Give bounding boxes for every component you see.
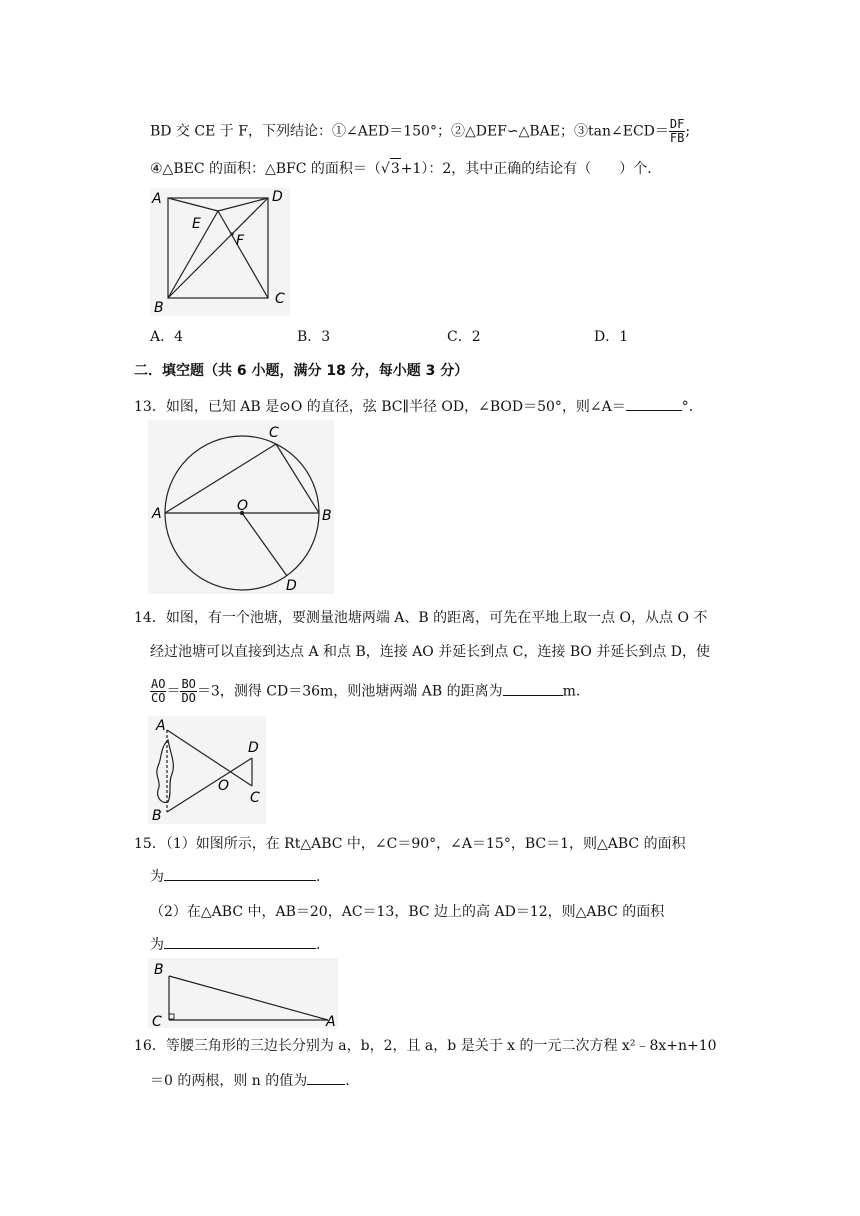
label-B: B (322, 508, 332, 524)
q14-pond-figure (148, 716, 266, 824)
q15-part1-line2 (150, 866, 320, 887)
q12-text2b: +1）：2，其中正确的结论有（ ）个. (400, 161, 652, 177)
q15-part2-end: . (316, 937, 321, 953)
q12-square-figure (150, 188, 290, 316)
q13-circle-figure (148, 420, 334, 594)
label-B: B (152, 808, 162, 824)
q12-text-end: ; (685, 123, 691, 140)
q15-part1-answer-blank[interactable] (164, 866, 316, 881)
q15-part1-end: . (316, 869, 321, 885)
label-O: O (218, 778, 230, 794)
q15-part1-line1: 15．（1）如图所示，在 Rt△ABC 中，∠C＝90°，∠A＝15°，BC＝1，则△ABC 的面积 (134, 836, 686, 852)
equals-sign: ＝ (166, 683, 181, 700)
label-C: C (250, 790, 260, 806)
fraction-numerator: DF (669, 117, 685, 131)
label-A: A (156, 718, 166, 734)
q14-text-b: ＝3，测得 CD＝36m，则池塘两端 AB 的距离为 (196, 683, 503, 700)
option-d[interactable]: D．1 (594, 329, 629, 345)
label-A: A (152, 506, 162, 522)
section-heading: 二．填空题（共 6 小题，满分 18 分，每小题 3 分） (134, 363, 469, 379)
label-C: C (152, 1014, 162, 1028)
q13-answer-blank[interactable] (626, 396, 682, 411)
label-D: D (272, 189, 283, 205)
q12-text2a: ④△BEC 的面积：△BFC 的面积＝（ (150, 161, 381, 177)
q12-fraction (669, 118, 685, 145)
label-E: E (192, 216, 201, 232)
fraction-numerator: BO (181, 677, 196, 691)
q15-part2-prefix: 为 (150, 937, 164, 953)
fraction-numerator: AO (151, 677, 166, 691)
q14-line3 (150, 678, 580, 705)
q13-text (134, 396, 703, 417)
q12-text: BD 交 CE 于 F，下列结论：①∠AED＝150°；②△DEF∽△BAE；③tan∠ECD＝ (150, 123, 669, 140)
label-A: A (152, 191, 162, 207)
q14-line1: 14．如图，有一个池塘，要测量池塘两端 A、B 的距离，可先在平地上取一点 O，从点 O 不 (134, 610, 708, 626)
label-F: F (236, 233, 245, 249)
q15-part2-line2 (150, 934, 320, 955)
option-b[interactable]: B．3 (297, 329, 331, 345)
q14-line2: 经过池塘可以直接到达点 A 和点 B，连接 AO 并延长到点 C，连接 BO 并延长到点 D，使 (150, 644, 710, 660)
fraction-denominator: DO (181, 691, 196, 705)
q12-line2 (150, 158, 652, 179)
q15-part2-line1: （2）在△ABC 中，AB＝20，AC＝13，BC 边上的高 AD＝12，则△ABC 的面积 (150, 904, 665, 920)
q16-text-end: . (345, 1073, 350, 1089)
label-B: B (154, 962, 164, 978)
q16-line1: 16．等腰三角形的三边长分别为 a，b，2，且 a，b 是关于 x 的一元二次方程 x²﹣8x+n+10 (134, 1038, 717, 1054)
label-A: A (326, 1014, 336, 1028)
q15-part2-answer-blank[interactable] (164, 934, 316, 949)
label-O: O (237, 498, 249, 514)
q15-triangle-figure (148, 958, 338, 1028)
q13-text-b: °． (681, 399, 703, 415)
label-C: C (275, 291, 285, 307)
label-B: B (154, 300, 164, 316)
q13-text-a: 13．如图，已知 AB 是⊙O 的直径，弦 BC∥半径 OD，∠BOD＝50°，则∠A＝ (134, 399, 626, 415)
label-D: D (248, 740, 259, 756)
sqrt-value: 3 (390, 158, 401, 179)
q14-text-end: m. (562, 683, 581, 700)
option-a[interactable]: A．4 (150, 329, 184, 345)
fraction-denominator: CO (151, 691, 166, 705)
sqrt-symbol: √ (380, 161, 390, 177)
q16-text-a: ＝0 的两根，则 n 的值为 (150, 1073, 308, 1089)
q14-fraction-1 (150, 678, 166, 705)
q14-answer-blank[interactable] (503, 681, 563, 696)
q16-answer-blank[interactable] (307, 1070, 345, 1085)
fraction-denominator: FB (669, 131, 685, 145)
q14-fraction-2 (180, 678, 196, 705)
label-C: C (269, 425, 279, 441)
q15-part1-prefix: 为 (150, 869, 164, 885)
option-c[interactable]: C．2 (447, 329, 481, 345)
label-D: D (286, 578, 297, 594)
q12-line1 (150, 118, 690, 145)
q16-line2 (150, 1070, 350, 1091)
